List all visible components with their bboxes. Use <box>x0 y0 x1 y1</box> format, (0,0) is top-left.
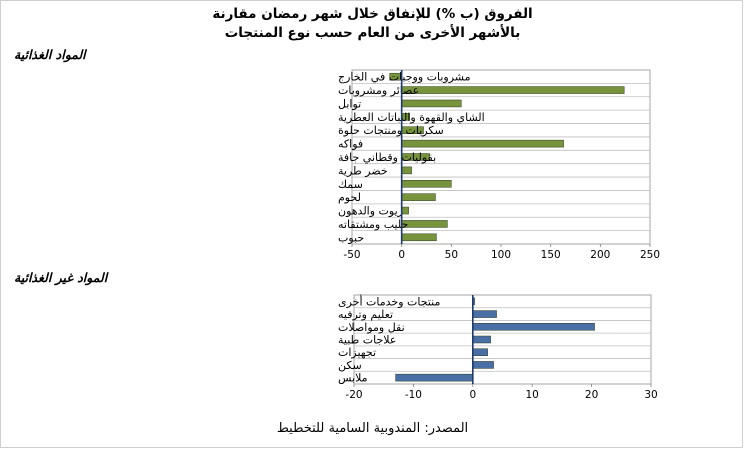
nonfood-bar <box>473 349 488 356</box>
nonfood-tick-label: -20 <box>345 389 363 401</box>
food-bar <box>402 220 448 227</box>
food-tick-label: 50 <box>444 249 459 261</box>
nonfood-bar <box>473 323 595 330</box>
nonfood-category-label: تجهيزات <box>338 346 377 360</box>
nonfood-category-label: منتجات وخدمات أخرى <box>338 295 441 309</box>
food-bar <box>402 180 452 187</box>
nonfood-tick-label: -10 <box>404 389 422 401</box>
nonfood-bar <box>473 311 497 318</box>
food-category-label: لحوم <box>338 191 361 205</box>
chart-title-line2: بالأشهر الأخرى من العام حسب نوع المنتجات <box>224 25 521 41</box>
nonfood-category-label: علاجات طبية <box>338 333 397 347</box>
food-section-title: المواد الغذائية <box>14 47 86 62</box>
food-category-label: حليب ومشتقاته <box>338 217 409 231</box>
food-bar <box>402 167 412 174</box>
nonfood-tick-label: 20 <box>584 389 599 401</box>
food-bar <box>402 140 564 147</box>
food-category-label: سمك <box>338 177 363 191</box>
food-bar <box>402 234 437 241</box>
food-category-label: مشروبات ووجبات في الخارج <box>338 70 471 84</box>
food-tick-label: 150 <box>540 249 561 261</box>
food-tick-label: 200 <box>590 249 611 261</box>
food-category-label: زيوت والدهون <box>338 204 403 218</box>
food-tick-label: 0 <box>398 249 406 261</box>
food-category-label: بقوليات وقطاني جافة <box>338 151 437 164</box>
food-bar <box>402 100 462 107</box>
nonfood-tick-label: 30 <box>644 389 658 401</box>
nonfood-category-label: تعليم وترفيه <box>338 308 394 322</box>
nonfood-tick-label: 10 <box>525 389 539 401</box>
food-bar <box>402 194 436 201</box>
nonfood-bar <box>473 336 491 343</box>
nonfood-section-title: المواد غير الغذائية <box>14 270 108 285</box>
food-category-label: توابل <box>338 97 362 111</box>
food-category-label: فواكه <box>338 137 364 151</box>
chart-title-line1: الفروق (ب %) للإنفاق خلال شهر رمضان مقارنة <box>212 6 533 22</box>
food-tick-label: 100 <box>490 249 512 261</box>
nonfood-category-label: نقل ومواصلات <box>338 320 405 334</box>
nonfood-bar <box>396 374 473 381</box>
source-note: المصدر: المندوبية السامية للتخطيط <box>276 421 469 436</box>
food-category-label: سكريات ومنتجات حلوة <box>338 124 444 138</box>
food-category-label: حبوب <box>338 231 365 245</box>
food-category-label: عصائر ومشروبات <box>338 84 420 98</box>
nonfood-category-label: سكن <box>338 358 362 372</box>
food-category-label: الشاي والقهوة والنباتات العطرية <box>338 110 485 124</box>
food-tick-label: -50 <box>343 249 361 261</box>
food-category-label: خضر طرية <box>338 164 388 178</box>
food-bar <box>402 87 625 94</box>
nonfood-category-label: ملابس <box>338 371 368 385</box>
food-tick-label: 250 <box>639 249 661 261</box>
nonfood-bar <box>473 361 494 368</box>
nonfood-tick-label: 0 <box>469 389 477 401</box>
